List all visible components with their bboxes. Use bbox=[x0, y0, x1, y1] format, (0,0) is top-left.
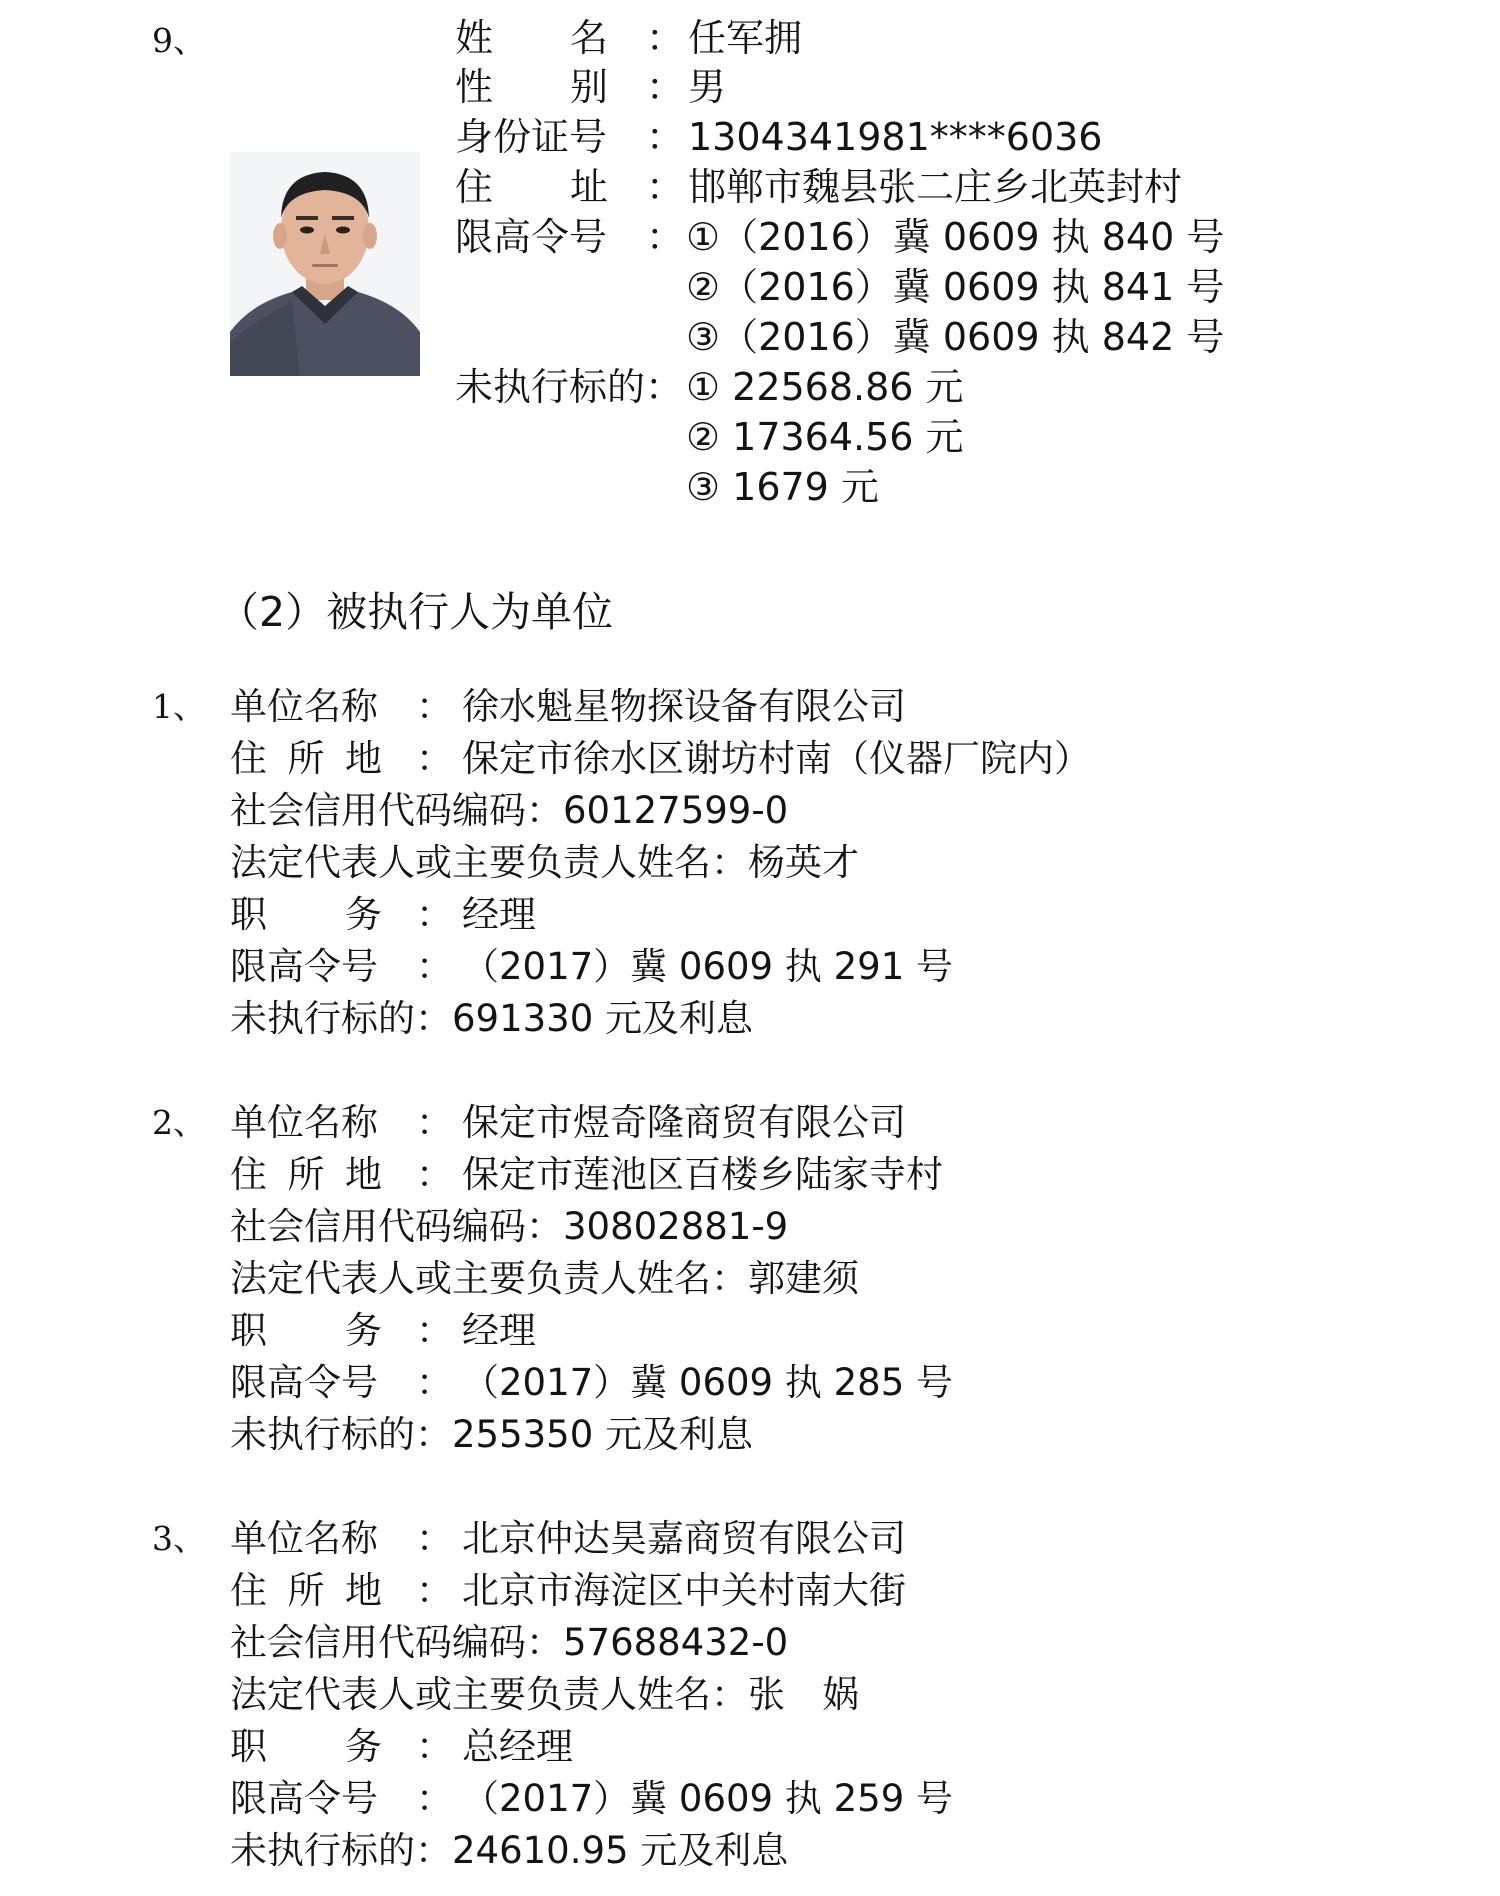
unit-2-credit-code: 社会信用代码编码：30802881-9 bbox=[230, 1205, 789, 1248]
unit-3-amount: 未执行标的：24610.95 元及利息 bbox=[230, 1829, 789, 1872]
unit-1-order: （2017）冀 0609 执 291 号 bbox=[462, 945, 953, 988]
id-colon: ： bbox=[646, 115, 685, 159]
unit-3-address-label-char-1: 住 bbox=[230, 1569, 267, 1612]
address-value: 邯郸市魏县张二庄乡北英封村 bbox=[688, 165, 1183, 209]
unit-1-title-label-char-2: 务 bbox=[345, 893, 382, 936]
order-label: 限高令号 bbox=[455, 215, 608, 259]
unit-3-order-colon: ： bbox=[416, 1777, 453, 1820]
amount-label: 未执行标的： bbox=[455, 365, 684, 409]
unit-2-title: 经理 bbox=[462, 1309, 536, 1352]
gender-value: 男 bbox=[688, 65, 727, 109]
unit-3-index: 3、 bbox=[152, 1519, 206, 1558]
unit-3-address-colon: ： bbox=[416, 1569, 453, 1612]
unit-2-order: （2017）冀 0609 执 285 号 bbox=[462, 1361, 953, 1404]
unit-1-amount: 未执行标的：691330 元及利息 bbox=[230, 997, 754, 1040]
unit-2-address-label-char-2: 所 bbox=[287, 1153, 325, 1196]
unit-2-title-colon: ： bbox=[416, 1309, 453, 1352]
address-colon: ： bbox=[646, 165, 685, 209]
unit-3-credit-code: 社会信用代码编码：57688432-0 bbox=[230, 1621, 789, 1664]
gender-label bbox=[455, 65, 608, 109]
unit-1-order-colon: ： bbox=[416, 945, 453, 988]
unit-1-order-label: 限高令号 bbox=[230, 945, 378, 988]
unit-3-title-colon: ： bbox=[416, 1725, 453, 1768]
name-value: 任军拥 bbox=[688, 16, 803, 60]
unit-1-address-label-char-2: 所 bbox=[287, 737, 325, 780]
order-number-2: ②（2016）冀 0609 执 841 号 bbox=[686, 265, 1225, 309]
section-heading: （2）被执行人为单位 bbox=[218, 588, 614, 636]
unit-3-order: （2017）冀 0609 执 259 号 bbox=[462, 1777, 953, 1820]
unit-3-name-label: 单位名称 bbox=[230, 1517, 378, 1560]
unit-2-address: 保定市莲池区百楼乡陆家寺村 bbox=[462, 1153, 943, 1196]
unit-1-name: 徐水魁星物探设备有限公司 bbox=[462, 685, 906, 728]
unit-3-order-label: 限高令号 bbox=[230, 1777, 378, 1820]
person-photo bbox=[230, 152, 420, 376]
unit-2-name: 保定市煜奇隆商贸有限公司 bbox=[462, 1101, 906, 1144]
unit-1-title-label bbox=[230, 893, 382, 936]
unit-1-representative: 法定代表人或主要负责人姓名：杨英才 bbox=[230, 841, 859, 884]
unit-2-title-label-char-1: 职 bbox=[230, 1309, 267, 1352]
person-photo-image bbox=[230, 152, 420, 376]
unit-1-name-colon: ： bbox=[416, 685, 453, 728]
name-label-text: 姓 bbox=[455, 16, 494, 60]
unit-2-address-colon: ： bbox=[416, 1153, 453, 1196]
order-number-3: ③（2016）冀 0609 执 842 号 bbox=[686, 315, 1225, 359]
unit-2-order-colon: ： bbox=[416, 1361, 453, 1404]
unit-1-name-label: 单位名称 bbox=[230, 685, 378, 728]
unit-3-address: 北京市海淀区中关村南大街 bbox=[462, 1569, 906, 1612]
unit-2-title-label bbox=[230, 1309, 382, 1352]
unit-3-representative: 法定代表人或主要负责人姓名：张 娲 bbox=[230, 1673, 859, 1716]
person-index: 9、 bbox=[152, 21, 206, 60]
gender-label-text-2: 别 bbox=[569, 65, 608, 109]
unit-2-name-colon: ： bbox=[416, 1101, 453, 1144]
unit-1-address-colon: ： bbox=[416, 737, 453, 780]
unit-3-title-label-char-2: 务 bbox=[345, 1725, 382, 1768]
unit-2-address-label-char-1: 住 bbox=[230, 1153, 267, 1196]
order-colon: ： bbox=[646, 215, 685, 259]
id-label: 身份证号 bbox=[455, 115, 608, 159]
name-label bbox=[455, 16, 608, 60]
gender-label-text: 性 bbox=[455, 65, 494, 109]
address-label-text: 住 bbox=[455, 165, 494, 209]
unit-2-address-label bbox=[230, 1153, 382, 1196]
amount-3: ③ 1679 元 bbox=[686, 465, 879, 509]
unit-1-address-label-char-1: 住 bbox=[230, 737, 267, 780]
address-label bbox=[455, 165, 608, 209]
unit-1-address: 保定市徐水区谢坊村南（仪器厂院内） bbox=[462, 737, 1091, 780]
unit-1-address-label-char-3: 地 bbox=[345, 737, 382, 780]
unit-3-title: 总经理 bbox=[462, 1725, 573, 1768]
unit-2-index: 2、 bbox=[152, 1103, 206, 1142]
unit-3-address-label bbox=[230, 1569, 382, 1612]
unit-1-address-label bbox=[230, 737, 382, 780]
order-number-1: ①（2016）冀 0609 执 840 号 bbox=[686, 215, 1225, 259]
amount-2: ② 17364.56 元 bbox=[686, 415, 964, 459]
unit-3-title-label bbox=[230, 1725, 382, 1768]
unit-1-credit-code: 社会信用代码编码：60127599-0 bbox=[230, 789, 789, 832]
name-label-text-2: 名 bbox=[569, 16, 608, 60]
unit-1-index: 1、 bbox=[152, 687, 206, 726]
unit-3-address-label-char-3: 地 bbox=[345, 1569, 382, 1612]
address-label-text-2: 址 bbox=[569, 165, 608, 209]
unit-3-address-label-char-2: 所 bbox=[287, 1569, 325, 1612]
unit-3-name-colon: ： bbox=[416, 1517, 453, 1560]
unit-2-name-label: 单位名称 bbox=[230, 1101, 378, 1144]
unit-1-title: 经理 bbox=[462, 893, 536, 936]
unit-1-title-colon: ： bbox=[416, 893, 453, 936]
gender-colon: ： bbox=[646, 65, 685, 109]
name-colon: ： bbox=[646, 16, 685, 60]
amount-1: ① 22568.86 元 bbox=[686, 365, 964, 409]
unit-2-amount: 未执行标的：255350 元及利息 bbox=[230, 1413, 754, 1456]
unit-2-representative: 法定代表人或主要负责人姓名：郭建须 bbox=[230, 1257, 859, 1300]
unit-2-address-label-char-3: 地 bbox=[345, 1153, 382, 1196]
unit-2-order-label: 限高令号 bbox=[230, 1361, 378, 1404]
unit-3-title-label-char-1: 职 bbox=[230, 1725, 267, 1768]
unit-2-title-label-char-2: 务 bbox=[345, 1309, 382, 1352]
unit-3-name: 北京仲达昊嘉商贸有限公司 bbox=[462, 1517, 906, 1560]
unit-1-title-label-char-1: 职 bbox=[230, 893, 267, 936]
id-value: 1304341981****6036 bbox=[688, 115, 1103, 159]
